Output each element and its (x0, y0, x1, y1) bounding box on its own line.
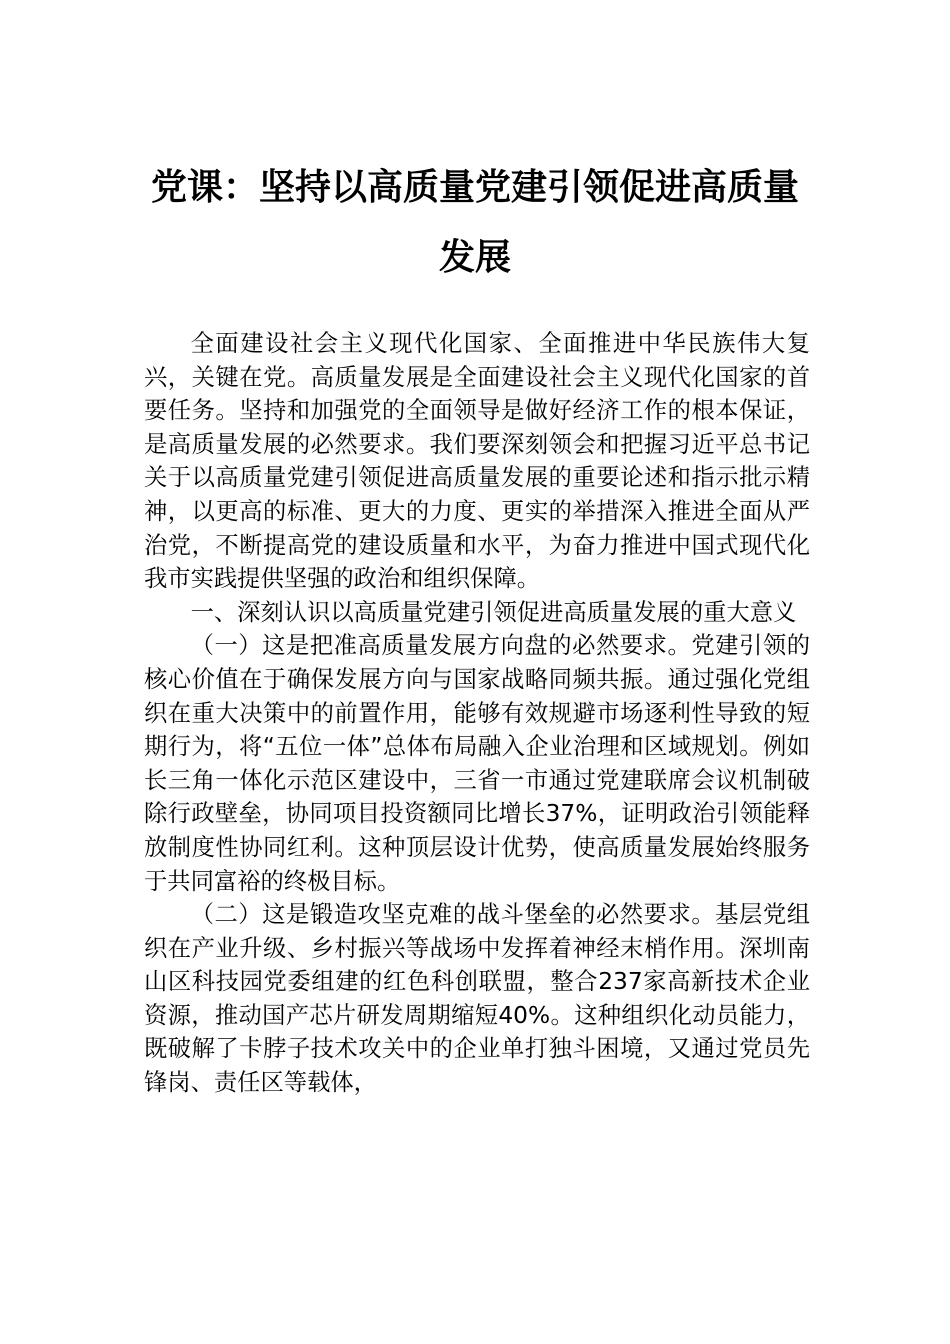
subsection-paragraph-1: （一）这是把准高质量发展方向盘的必然要求。党建引领的核心价值在于确保发展方向与国家战略同频共振。通过强化党组织在重大决策中的前置作用，能够有效规避市场逐利性导致的短期行为，将“五位一体”总体布局融入企业治理和区域规划。例如长三角一体化示范区建设中，三省一市通过党建联席会议机制破除行政壁垒，协同项目投资额同比增长37%，证明政治引领能释放制度性协同红利。这种顶层设计优势，使高质量发展始终服务于共同富裕的终极目标。 (144, 632, 810, 895)
intro-paragraph: 全面建设社会主义现代化国家、全面推进中华民族伟大复兴，关键在党。高质量发展是全面建设社会主义现代化国家的首要任务。坚持和加强党的全面领导是做好经济工作的根本保证，是高质量发展的必然要求。我们要深刻领会和把握习近平总书记关于以高质量党建引领促进高质量发展的重要论述和指示批示精神，以更高的标准、更大的力度、更实的举措深入推进全面从严治党，不断提高党的建设质量和水平，为奋力推进中国式现代化我市实践提供坚强的政治和组织保障。 (144, 330, 810, 593)
document-body (144, 327, 810, 1100)
document-title-line-2: 发展 (438, 237, 511, 278)
document-title-line-1: 党课：坚持以高质量党建引领促进高质量 (150, 167, 799, 208)
section-heading-1: 一、深刻认识以高质量党建引领促进高质量发展的重大意义 (190, 598, 797, 626)
subsection-paragraph-2: （二）这是锻造攻坚克难的战斗堡垒的必然要求。基层党组织在产业升级、乡村振兴等战场中发挥着神经末梢作用。深圳南山区科技园党委组建的红色科创联盟，整合237家高新技术企业资源，推动国产芯片研发周期缩短40%。这种组织化动员能力，既破解了卡脖子技术攻关中的企业单打独斗困境，又通过党员先锋岗、责任区等载体， (144, 901, 810, 1097)
